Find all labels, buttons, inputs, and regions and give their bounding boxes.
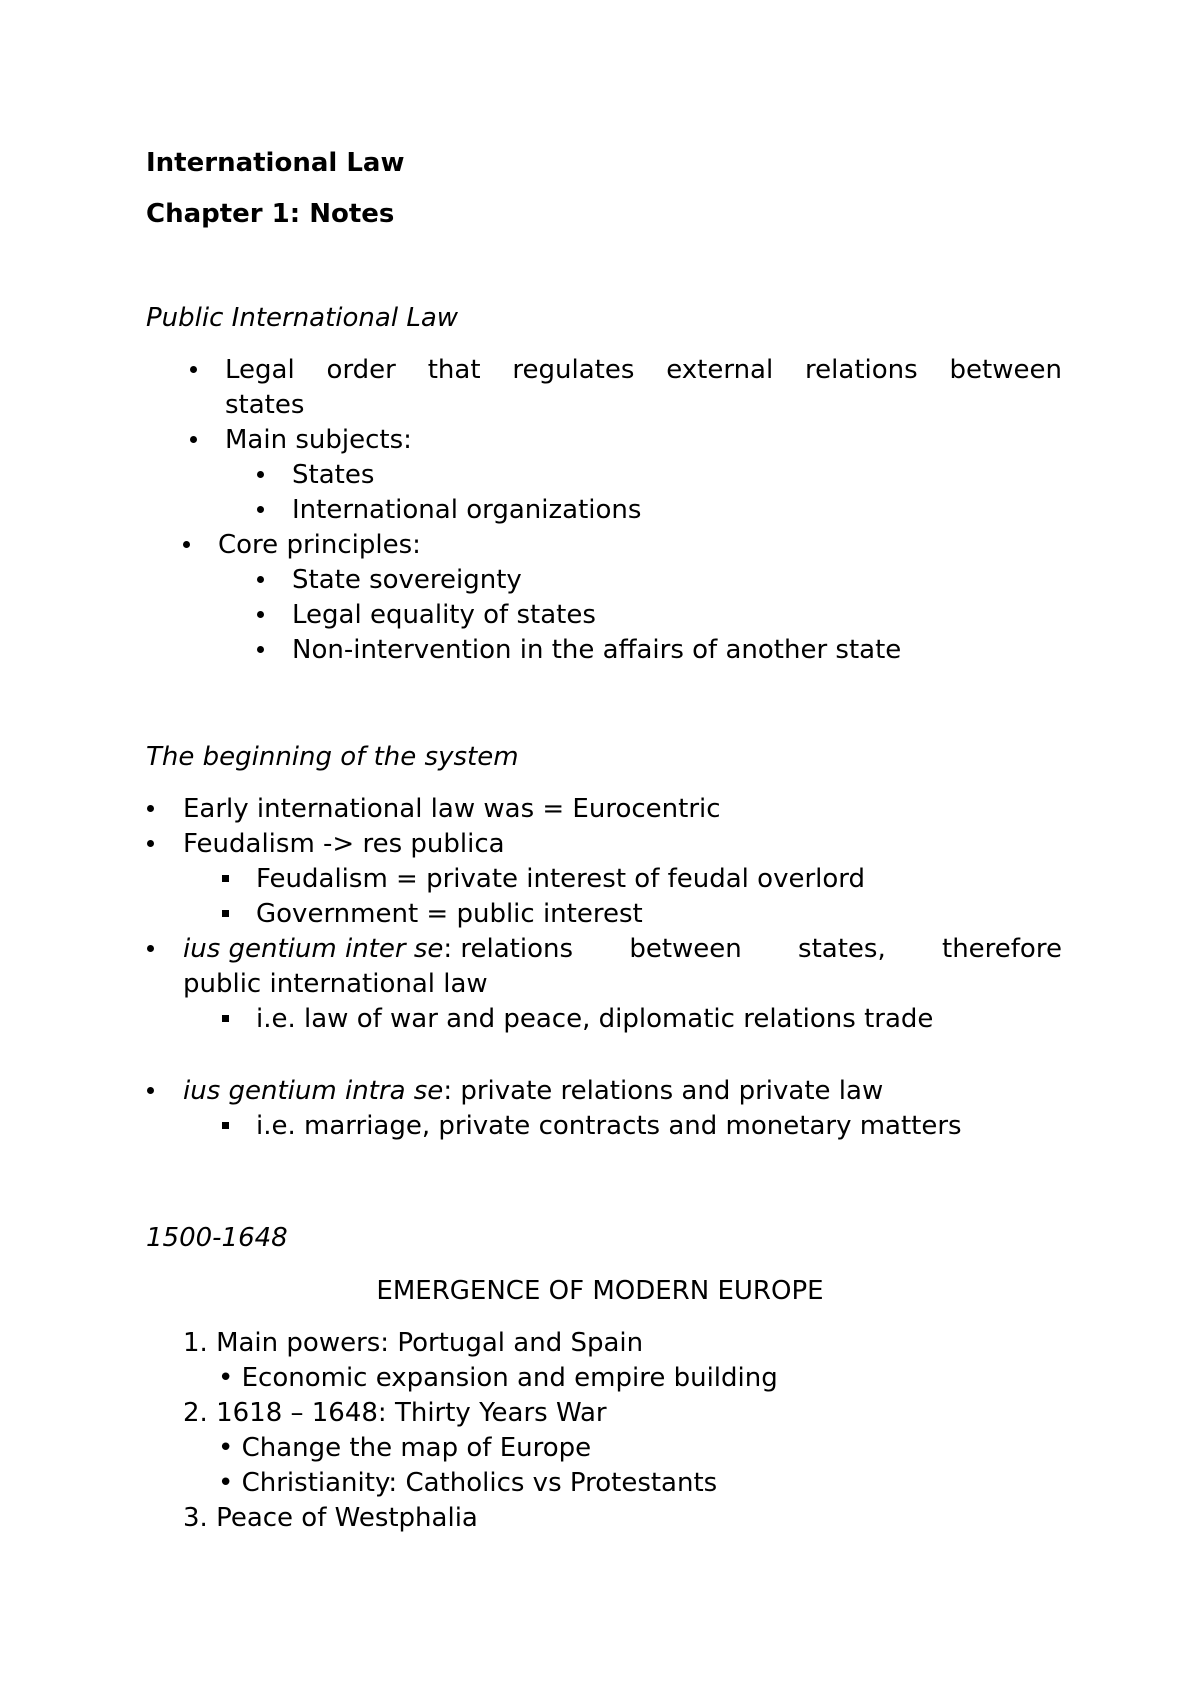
bullet-icon <box>190 366 197 373</box>
numbered-item-2: 2. 1618 – 1648: Thirty Years War <box>183 1398 607 1428</box>
square-bullet-icon <box>222 1015 229 1022</box>
bullet-icon <box>257 611 264 618</box>
sub-list-item: i.e. law of war and peace, diplomatic relations trade <box>256 1004 934 1034</box>
square-bullet-icon <box>222 910 229 917</box>
list-item-legal-order: Legal order that regulates external relations between <box>225 355 1062 385</box>
bullet-icon <box>183 541 190 548</box>
square-bullet-icon <box>222 1122 229 1129</box>
bullet-icon <box>147 805 154 812</box>
list-item-core-principles: Core principles: <box>218 530 421 560</box>
centered-heading: EMERGENCE OF MODERN EUROPE <box>376 1276 824 1306</box>
sub-list-item: Government = public interest <box>256 899 643 929</box>
bullet-icon <box>257 646 264 653</box>
bullet-icon <box>147 945 154 952</box>
document-title: International Law <box>146 148 405 178</box>
list-item-continuation: public international law <box>183 969 488 999</box>
list-item-ius-gentium-intra-se: ius gentium intra se: private relations and private law <box>183 1076 884 1106</box>
section-heading-1500-1648: 1500-1648 <box>146 1223 288 1253</box>
numbered-sub-item: • Change the map of Europe <box>218 1433 592 1463</box>
list-item-feudalism: Feudalism -> res publica <box>183 829 505 859</box>
bullet-icon <box>190 436 197 443</box>
numbered-item-3: 3. Peace of Westphalia <box>183 1503 478 1533</box>
section-heading-beginning-of-system: The beginning of the system <box>146 742 519 772</box>
sub-list-item: State sovereignty <box>292 565 522 595</box>
section-heading-public-international-law: Public International Law <box>146 303 459 333</box>
chapter-title: Chapter 1: Notes <box>146 199 395 229</box>
list-item-main-subjects: Main subjects: <box>225 425 412 455</box>
bullet-icon <box>147 840 154 847</box>
bullet-icon <box>257 471 264 478</box>
sub-list-item: Feudalism = private interest of feudal overlord <box>256 864 866 894</box>
numbered-sub-item: • Economic expansion and empire building <box>218 1363 778 1393</box>
list-item-continuation: states <box>225 390 305 420</box>
sub-list-item: i.e. marriage, private contracts and monetary matters <box>256 1111 962 1141</box>
sub-list-item: States <box>292 460 375 490</box>
bullet-icon <box>257 506 264 513</box>
list-item-eurocentric: Early international law was = Eurocentric <box>183 794 721 824</box>
sub-list-item: Legal equality of states <box>292 600 596 630</box>
square-bullet-icon <box>222 875 229 882</box>
sub-list-item: Non-intervention in the affairs of another state <box>292 635 902 665</box>
numbered-item-1: 1. Main powers: Portugal and Spain <box>183 1328 644 1358</box>
sub-list-item: International organizations <box>292 495 642 525</box>
numbered-sub-item: • Christianity: Catholics vs Protestants <box>218 1468 718 1498</box>
bullet-icon <box>147 1087 154 1094</box>
bullet-icon <box>257 576 264 583</box>
list-item-ius-gentium-inter-se: ius gentium inter se: relations between states, therefore <box>183 934 1062 964</box>
